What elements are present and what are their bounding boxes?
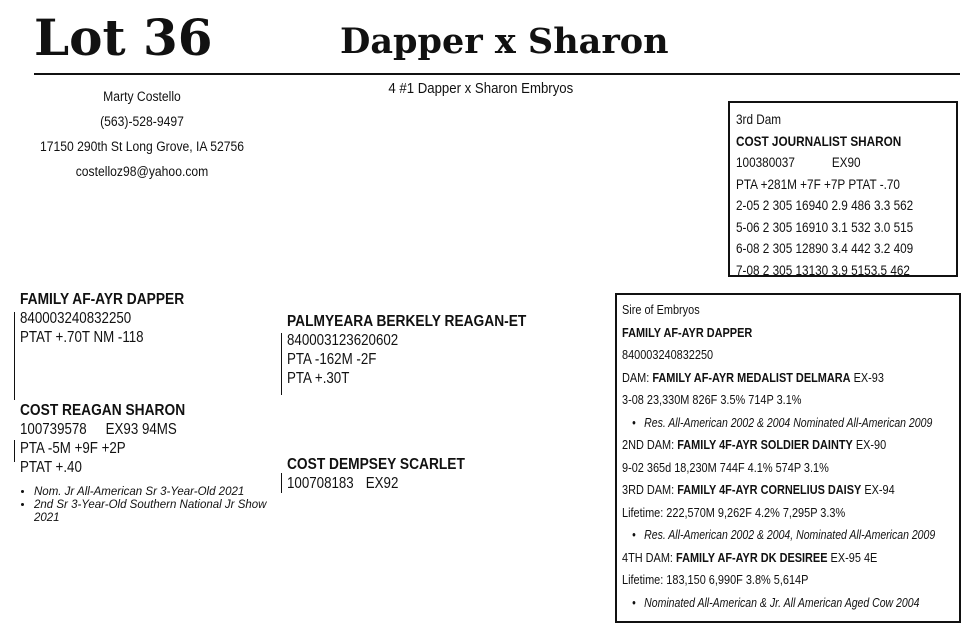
sire-box-dam-row [622, 367, 901, 390]
dam-block [20, 401, 212, 477]
sire-box-dam4-record: Lifetime: 183,150 6,990F 3.8% 5,614P [622, 572, 809, 587]
dam-pta: PTA -5M +9F +2P [20, 440, 126, 457]
second-dam-id-row [287, 474, 465, 493]
second-dam-name: COST DEMPSEY SCARLET [287, 456, 465, 473]
sire-box-dam-score: EX-93 [853, 369, 884, 385]
sire-id: 840003240832250 [20, 310, 132, 327]
bullet-icon: • [632, 528, 636, 542]
third-dam-record: 5-06 2 305 16910 3.1 532 3.0 515 [736, 218, 914, 235]
sire-box-dam4-row [622, 547, 901, 570]
sire-box-dam-note: Res. All-American 2002 & 2004 Nominated All-American 2009 [644, 415, 933, 430]
sire-box-dam4-label: 4TH DAM: [622, 549, 673, 565]
dam-note: • 2nd Sr 3-Year-Old Southern National Jr Show 2021 [34, 499, 269, 525]
third-dam-record: 2-05 2 305 16940 2.9 486 3.3 562 [736, 197, 914, 213]
dam-name: COST REAGAN SHARON [20, 402, 186, 419]
page-title: Dapper x Sharon [340, 21, 669, 62]
lot-number: Lot 36 [34, 8, 213, 67]
contact-block [20, 84, 264, 184]
sire-ptat: PTAT +.70T NM -118 [20, 329, 144, 346]
third-dam-box [728, 101, 958, 277]
pedigree-connector [14, 440, 15, 462]
third-dam-score: EX90 [831, 154, 861, 170]
sire-box-dam4-note-row [622, 592, 920, 615]
sire-box-dam2-score: EX-90 [855, 437, 887, 452]
sire-box-dam3-name: FAMILY 4F-AYR CORNELIUS DAISY [677, 482, 862, 497]
contact-name: Marty Costello [103, 89, 181, 104]
page-subtitle: 4 #1 Dapper x Sharon Embryos [388, 80, 574, 97]
sire-box-dam3-score: EX-94 [864, 482, 895, 497]
contact-address: 17150 290th St Long Grove, IA 52756 [39, 139, 245, 154]
sire-box-dam3-note: Res. All-American 2002 & 2004, Nominated All-American 2009 [644, 528, 936, 542]
dam-notes [6, 486, 269, 525]
dam-id-row [20, 420, 185, 439]
dams-sire-name: PALMYEARA BERKELY REAGAN-ET [287, 313, 527, 330]
sire-box-name: FAMILY AF-AYR DAPPER [622, 324, 753, 340]
sire-name: FAMILY AF-AYR DAPPER [20, 291, 185, 308]
dam-note: • Nom. Jr All-American Sr 3-Year-Old 2021 [34, 486, 269, 499]
sire-block [20, 290, 211, 347]
third-dam-id-row [736, 152, 916, 174]
sire-box-dam4-note: Nominated All-American & Jr. All American Aged Cow 2004 [644, 595, 920, 610]
sire-box-dam-note-row [622, 412, 933, 435]
sire-box-dam2-label: 2ND DAM: [622, 437, 675, 452]
dams-sire-block [287, 312, 565, 388]
second-dam-block [287, 455, 494, 493]
contact-email: costelloz98@yahoo.com [75, 164, 209, 179]
third-dam-label: 3rd Dam [736, 111, 782, 127]
sire-box-dam4-name: FAMILY AF-AYR DK DESIREE [676, 549, 828, 565]
contact-phone: (563)-528-9497 [100, 114, 184, 129]
sire-box-dam3-note-row [622, 524, 936, 547]
sire-box-label: Sire of Embryos [622, 302, 700, 317]
sire-box-dam2-row [622, 434, 901, 457]
sire-box-dam4-score: EX-95 4E [830, 549, 878, 565]
sire-box-dam-label: DAM: [622, 369, 650, 385]
third-dam-id: 100380037 [736, 154, 795, 170]
pedigree-connector [14, 312, 15, 400]
sire-box-id: 840003240832250 [622, 347, 714, 362]
sire-box-dam2-name: FAMILY 4F-AYR SOLDIER DAINTY [677, 437, 853, 452]
sire-box-dam2-record: 9-02 365d 18,230M 744F 4.1% 574P 3.1% [622, 459, 829, 475]
dam-id: 100739578 [20, 421, 87, 438]
header-divider [34, 73, 960, 75]
sire-box-dam3-label: 3RD DAM: [622, 482, 675, 497]
dams-sire-pta: PTA -162M -2F [287, 351, 377, 368]
sire-box-dam3-row [622, 479, 901, 502]
sire-box-dam-record: 3-08 23,330M 826F 3.5% 714P 3.1% [622, 392, 802, 407]
third-dam-record: 7-08 2 305 13130 3.9 5153.5 462 [736, 261, 910, 278]
third-dam-record: 6-08 2 305 12890 3.4 442 3.2 409 [736, 240, 914, 256]
dam-ptat: PTAT +.40 [20, 459, 82, 476]
pedigree-connector [281, 473, 282, 493]
dams-sire-id: 840003123620602 [287, 332, 399, 349]
sire-box-dam3-record: Lifetime: 222,570M 9,262F 4.2% 7,295P 3.3% [622, 504, 846, 520]
sire-of-embryos-box [615, 293, 961, 623]
third-dam-name: COST JOURNALIST SHARON [736, 132, 902, 149]
bullet-icon: • [632, 595, 636, 610]
bullet-icon: • [632, 415, 636, 430]
dam-score: EX93 94MS [105, 421, 177, 438]
second-dam-score: EX92 [365, 475, 399, 492]
third-dam-pta: PTA +281M +7F +7P PTAT -.70 [736, 175, 900, 192]
sire-box-dam-name: FAMILY AF-AYR MEDALIST DELMARA [652, 369, 851, 385]
pedigree-connector [281, 333, 282, 395]
second-dam-id: 100708183 [287, 475, 354, 492]
dams-sire-ptat: PTA +.30T [287, 370, 350, 387]
